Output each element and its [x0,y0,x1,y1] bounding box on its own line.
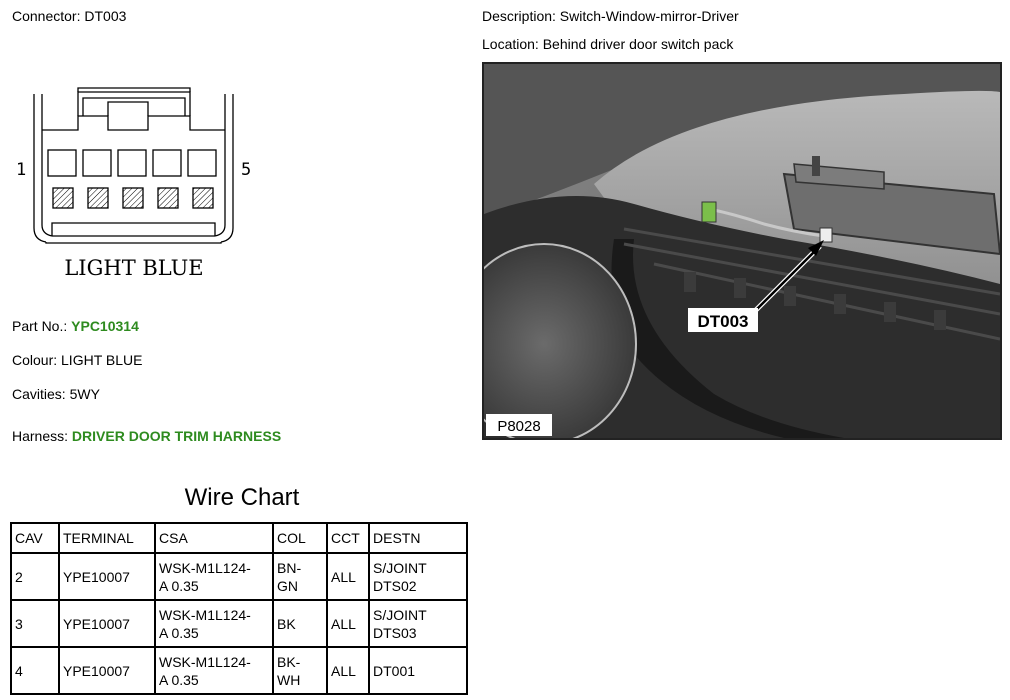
cavities-text: Cavities: 5WY [12,386,100,402]
destn-line: DTS03 [373,624,417,641]
wire-chart-title: Wire Chart [184,484,300,511]
table-row [11,647,467,694]
cell-cav: 4 [11,647,59,694]
col-line: BN- [277,559,302,576]
location-text: Location: Behind driver door switch pack [482,36,734,52]
wire-chart-table [10,522,468,695]
header-col: COL [273,523,327,553]
cell-col: BK [273,600,327,647]
header-cav: CAV [11,523,59,553]
col-line: WH [277,671,301,688]
part-number-label: Part No.: [12,318,72,334]
header-csa: CSA [155,523,273,553]
harness-row [12,428,281,444]
header-cct: CCT [327,523,369,553]
cell-col [273,553,327,600]
cell-csa [155,553,273,600]
part-number-value: YPC10314 [71,318,139,334]
terminal-latches [53,188,213,208]
table-row [11,600,467,647]
description-text: Description: Switch-Window-mirror-Driver [482,8,739,24]
cell-terminal: YPE10007 [59,647,155,694]
col-line: BK- [277,653,301,670]
cell-cct: ALL [327,553,369,600]
col-line: GN [277,577,298,594]
csa-line: WSK-M1L124- [159,653,251,670]
csa-line: WSK-M1L124- [159,559,251,576]
destn-line: DTS02 [373,577,417,594]
csa-line: A 0.35 [159,624,199,641]
cell-terminal: YPE10007 [59,553,155,600]
harness-label: Harness: [12,428,72,444]
photo-callout-label: DT003 [697,312,749,331]
destn-line: S/JOINT [373,559,427,576]
pin-5-label: 5 [241,160,252,180]
csa-line: A 0.35 [159,577,199,594]
colour-text: Colour: LIGHT BLUE [12,352,143,368]
harness-value: DRIVER DOOR TRIM HARNESS [71,428,282,444]
pin-1-label: 1 [16,160,27,180]
header-terminal: TERMINAL [59,523,155,553]
csa-line: A 0.35 [159,671,199,688]
csa-line: WSK-M1L124- [159,606,251,623]
cell-cct: ALL [327,600,369,647]
cell-cct: ALL [327,647,369,694]
cell-destn [369,600,467,647]
table-row [11,553,467,600]
cell-cav: 2 [11,553,59,600]
photo-ref-label: P8028 [497,418,541,435]
colour-caption: LIGHT BLUE [64,256,204,280]
destn-line: S/JOINT [373,606,427,623]
cell-col [273,647,327,694]
cell-cav: 3 [11,600,59,647]
wire-chart-header-row [11,523,467,553]
cell-csa [155,600,273,647]
connector-title: Connector: DT003 [12,8,127,24]
header-destn: DESTN [369,523,467,553]
cell-terminal: YPE10007 [59,600,155,647]
cavity-outlines [48,150,216,176]
cell-destn [369,553,467,600]
cell-csa [155,647,273,694]
cell-destn: DT001 [369,647,467,694]
location-photo [482,62,1002,440]
part-number-row [12,318,139,334]
connector-face-drawing [8,80,268,285]
